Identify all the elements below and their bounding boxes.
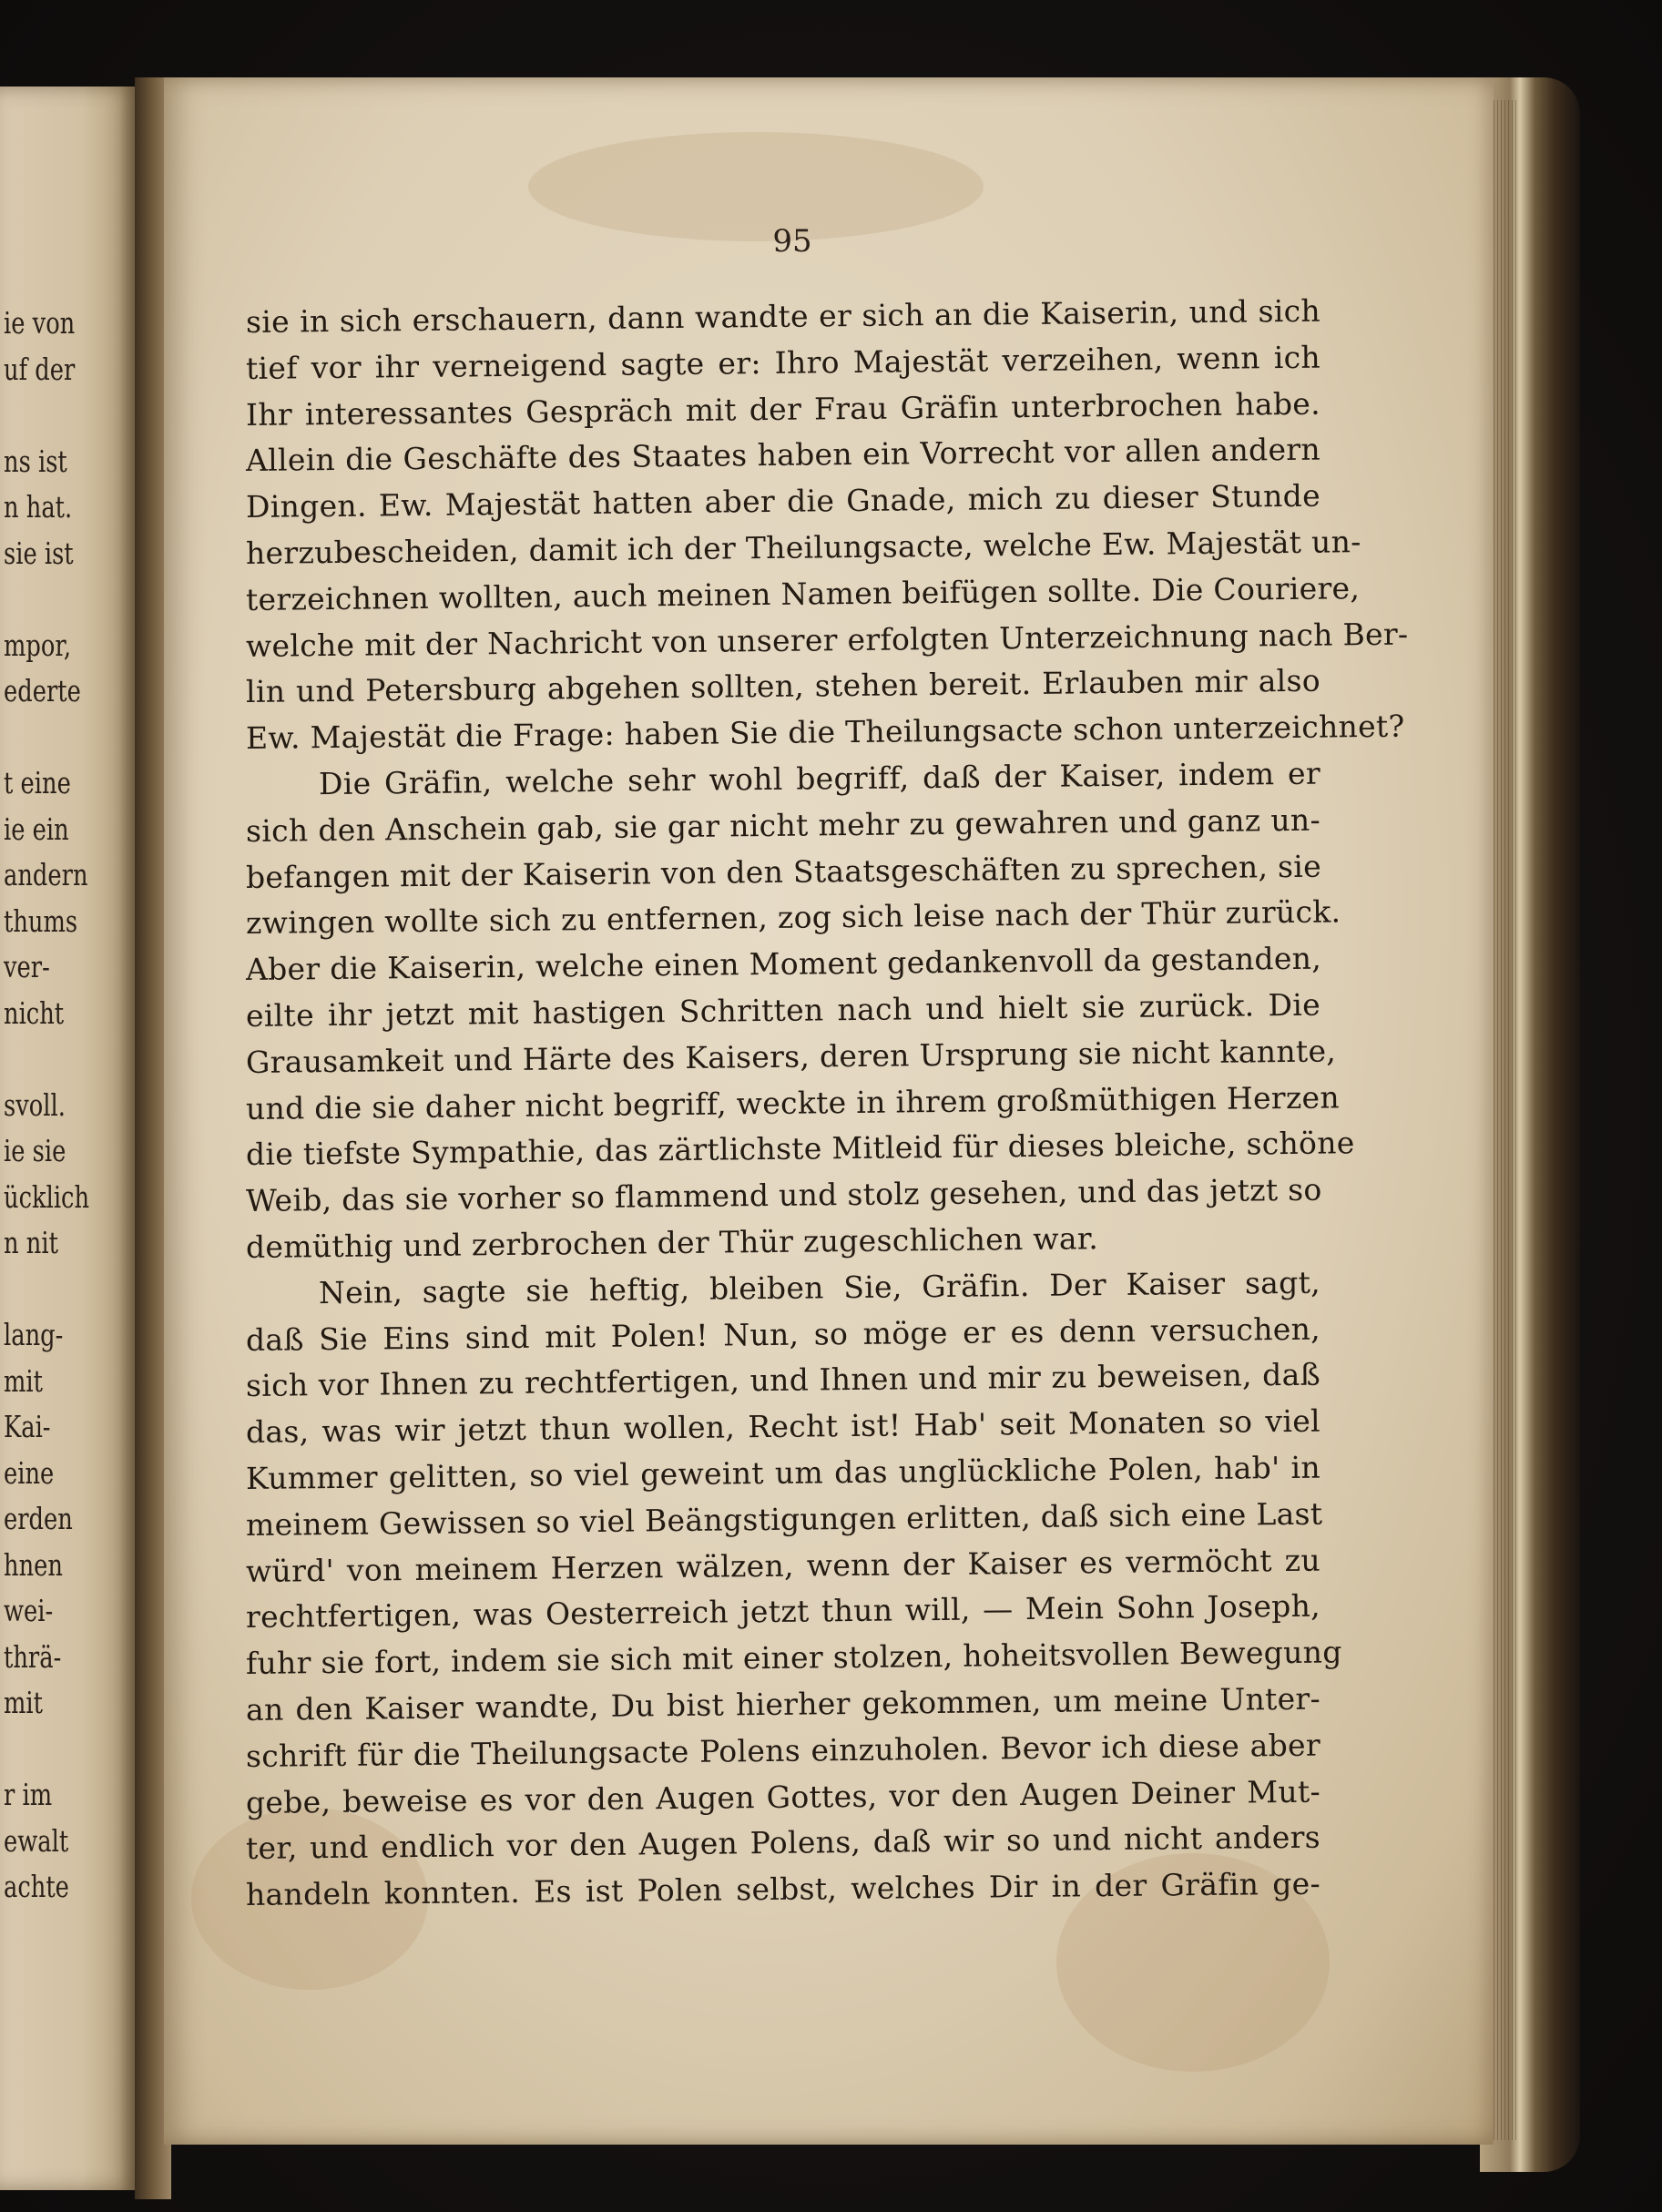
left-page-fragment: mit xyxy=(4,1685,43,1720)
text-line: an den Kaiser wandte, Du bist hierher gekommen, um meine Unter- xyxy=(245,1680,1321,1728)
left-facing-page xyxy=(0,87,137,2190)
left-page-fragment: thrä- xyxy=(4,1638,62,1675)
text-line: Allein die Geschäfte des Staates haben ein Vorrecht vor allen andern xyxy=(245,432,1321,479)
left-page-fragment: thums xyxy=(4,902,78,939)
left-page-fragment: mit xyxy=(4,1362,43,1399)
left-page-fragment: hnen xyxy=(4,1546,63,1583)
left-page-fragment: wei- xyxy=(4,1593,54,1628)
right-page xyxy=(164,77,1494,2145)
text-line: und die sie daher nicht begriff, weckte in ihrem großmüthigen Herzen xyxy=(245,1079,1341,1126)
text-line: ter, und endlich vor den Augen Polens, daß wir so und nicht anders xyxy=(245,1820,1321,1867)
text-line: meinem Gewissen so viel Beängstigungen erlitten, daß sich eine Last xyxy=(245,1495,1323,1543)
text-line: das, was wir jetzt thun wollen, Recht ist! Hab' seit Monaten so viel xyxy=(245,1402,1321,1451)
text-line: terzeichnen wollten, auch meinen Namen beifügen sollte. Die Couriere, xyxy=(245,569,1361,617)
text-line: sich den Anschein gab, sie gar nicht mehr zu gewahren und ganz un- xyxy=(245,801,1321,849)
text-line: würd' von meinem Herzen wälzen, wenn der Kaiser es vermöcht zu xyxy=(245,1542,1321,1589)
text-line: rechtfertigen, was Oesterreich jetzt thun will, — Mein Sohn Joseph, xyxy=(245,1588,1321,1636)
left-page-fragment: ewalt xyxy=(4,1822,69,1859)
text-line: welche mit der Nachricht von unserer erfolgten Unterzeichnung nach Ber- xyxy=(245,616,1409,664)
text-line: gebe, beweise es vor den Augen Gottes, vor den Augen Deiner Mut- xyxy=(245,1773,1321,1820)
text-line: Aber die Kaiserin, welche einen Moment gedankenvoll da gestanden, xyxy=(245,940,1322,988)
text-line: demüthig und zerbrochen der Thür zugeschlichen war. xyxy=(245,1220,1099,1265)
left-page-fragment: t eine xyxy=(4,765,71,800)
text-line: daß Sie Eins sind mit Polen! Nun, so möge er es denn versuchen, xyxy=(245,1310,1321,1358)
text-line: Ew. Majestät die Frage: haben Sie die Theilungsacte schon unterzeichnet? xyxy=(245,708,1405,757)
text-line: schrift für die Theilungsacte Polens einzuholen. Bevor ich diese aber xyxy=(245,1727,1321,1774)
text-line: Die Gräfin, welche sehr wohl begriff, daß der Kaiser, indem er xyxy=(318,755,1321,802)
left-page-fragment: andern xyxy=(4,857,88,892)
left-page-fragment: ücklich xyxy=(4,1178,90,1215)
text-line: lin und Petersburg abgehen sollten, stehen bereit. Erlauben mir also xyxy=(245,663,1321,710)
text-line: sie in sich erschauern, dann wandte er sich an die Kaiserin, und sich xyxy=(245,292,1321,340)
text-line: fuhr sie fort, indem sie sich mit einer stolzen, hoheitsvollen Bewegung xyxy=(245,1634,1342,1682)
text-line: Weib, das sie vorher so flammend und stolz gesehen, und das jetzt so xyxy=(245,1171,1322,1219)
left-page-fragment: ie sie xyxy=(4,1133,66,1168)
text-line: Kummer gelitten, so viel geweint um das unglückliche Polen, hab' in xyxy=(245,1449,1321,1496)
left-page-fragment: svoll. xyxy=(4,1086,66,1123)
left-page-fragment: ederte xyxy=(4,673,81,708)
text-line: tief vor ihr verneigend sagte er: Ihro Majestät verzeihen, wenn ich xyxy=(245,339,1321,386)
left-page-fragment: nicht xyxy=(4,994,65,1031)
text-line: Nein, sagte sie heftig, bleiben Sie, Gräfin. Der Kaiser sagt, xyxy=(318,1264,1321,1310)
left-page-fragment: achte xyxy=(4,1869,69,1904)
left-page-fragment: n hat. xyxy=(4,489,73,525)
left-page-fragment: mpor, xyxy=(4,627,72,663)
left-page-fragment: ns ist xyxy=(4,443,67,479)
page-number: 95 xyxy=(772,223,812,260)
left-page-fragment: erden xyxy=(4,1501,73,1536)
left-page-fragment: n nit xyxy=(4,1225,58,1260)
text-line: handeln konnten. Es ist Polen selbst, welches Dir in der Gräfin ge- xyxy=(245,1865,1321,1913)
left-page-fragment: ver- xyxy=(4,949,50,984)
left-page-fragment: uf der xyxy=(4,351,76,387)
left-page-fragment: Kai- xyxy=(4,1409,51,1444)
text-line: Grausamkeit und Härte des Kaisers, deren Ursprung sie nicht kannte, xyxy=(245,1033,1337,1080)
text-line: befangen mit der Kaiserin von den Staatsgeschäften zu sprechen, sie xyxy=(245,848,1322,895)
text-line: eilte ihr jetzt mit hastigen Schritten nach und hielt sie zurück. Die xyxy=(245,986,1321,1034)
text-line: Ihr interessantes Gespräch mit der Frau Gräfin unterbrochen habe. xyxy=(245,385,1321,433)
left-page-fragment: r im xyxy=(4,1777,53,1812)
text-line: zwingen wollte sich zu entfernen, zog sich leise nach der Thür zurück. xyxy=(245,893,1341,942)
text-line: die tiefste Sympathie, das zärtlichste Mitleid für dieses bleiche, schöne xyxy=(245,1125,1355,1173)
left-page-fragment: lang- xyxy=(4,1317,64,1352)
text-line: Dingen. Ew. Majestät hatten aber die Gnade, mich zu dieser Stunde xyxy=(245,477,1321,525)
text-line: herzubescheiden, damit ich der Theilungsacte, welche Ew. Majestät un- xyxy=(245,524,1361,571)
left-page-fragment: sie ist xyxy=(4,535,74,571)
left-page-fragment: ie ein xyxy=(4,810,69,847)
left-page-fragment: ie von xyxy=(4,305,76,341)
left-page-fragment: eine xyxy=(4,1454,55,1491)
text-line: sich vor Ihnen zu rechtfertigen, und Ihnen und mir zu beweisen, daß xyxy=(245,1357,1321,1404)
